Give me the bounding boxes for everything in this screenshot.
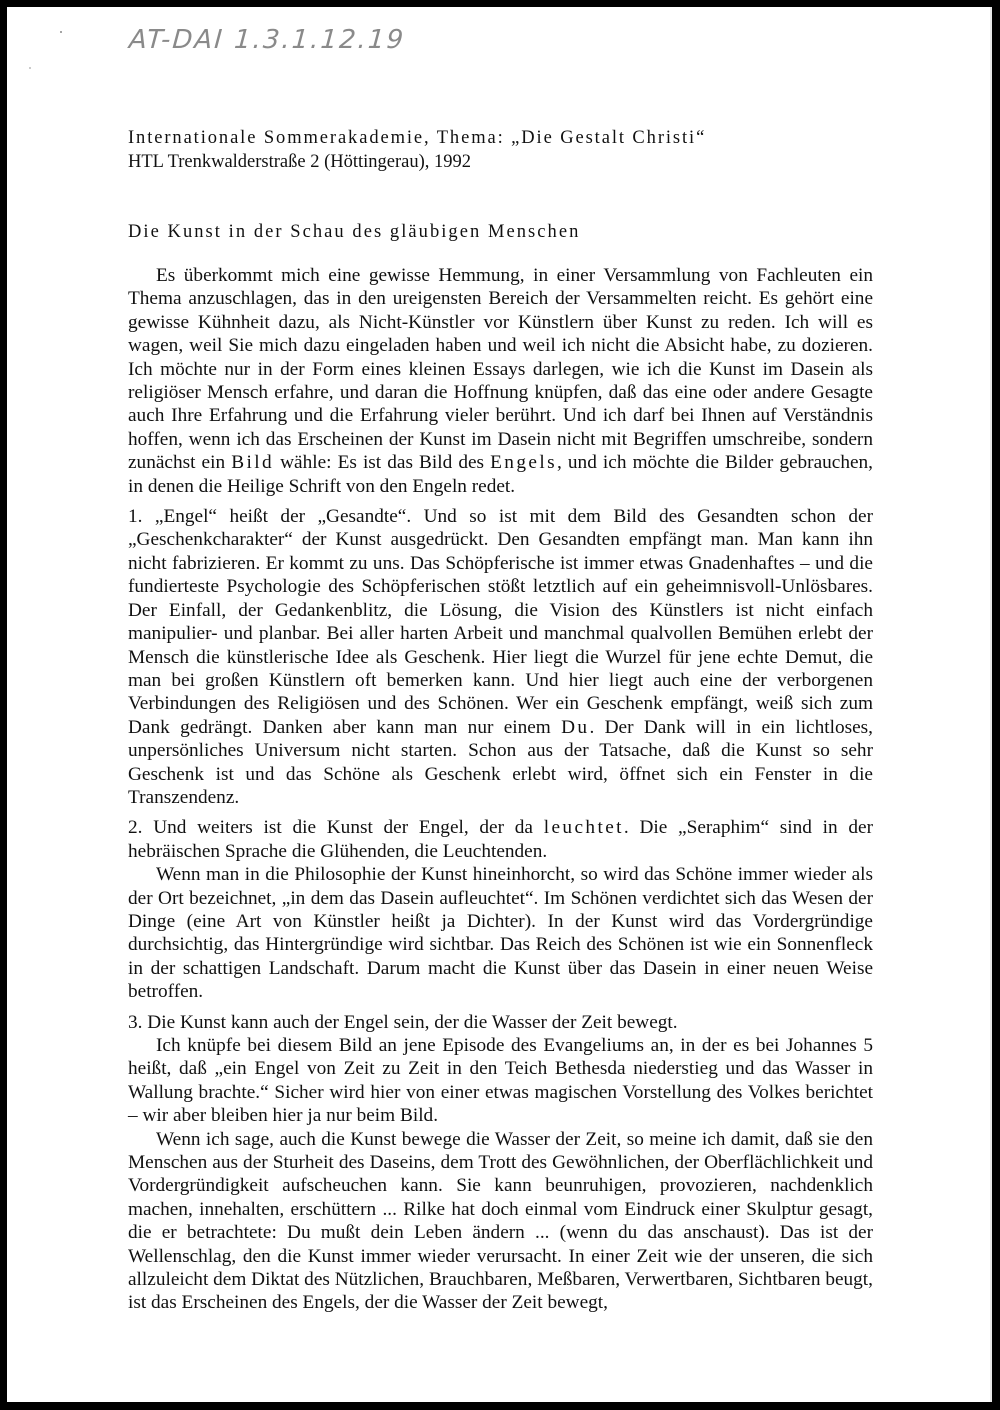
scan-speck bbox=[29, 67, 31, 69]
emphasis-bild: Bild bbox=[231, 452, 275, 474]
document-body bbox=[128, 264, 873, 1315]
scan-speck bbox=[60, 31, 62, 33]
emphasis-du: Du bbox=[561, 716, 590, 738]
page-edge-shadow bbox=[990, 7, 992, 1402]
header-event-line: Internationale Sommerakademie, Thema: „Die Gestalt Christi“ bbox=[128, 128, 707, 148]
document-title: Die Kunst in der Schau des gläubigen Menschen bbox=[128, 222, 581, 242]
header-location-line: HTL Trenkwalderstraße 2 (Höttingerau), 1992 bbox=[128, 152, 472, 172]
emphasis-engels: Engels bbox=[490, 452, 558, 474]
section-3-heading: 3. Die Kunst kann auch der Engel sein, der die Wasser der Zeit bewegt. bbox=[128, 1011, 678, 1033]
intro-paragraph: Es überkommt mich eine gewisse Hemmung, in einer Versammlung von Fachleuten ein Thema anzuschlagen, das in den ureigensten Bereich der Versammelten reicht. Es gehört eine gewisse Kühnheit dazu, als Nicht-Künstler vor Künstlern über Kunst zu reden. Ich will es wagen, weil Sie mich dazu eingeladen haben und weil ich nicht die Absicht habe, zu dozieren. Ich möchte nur in der Form eines kleinen Essays darlegen, wie ich die Kunst im Dasein als religiöser Mensch erfahre, und daran die Hoffnung knüpfen, daß das eine oder andere Gesagte auch Ihre Erfahrung und die Erfahrung vieler berührt. Und ich darf bei Ihnen auf Verständnis hoffen, wenn ich das Erscheinen der Kunst im Dasein nicht mit Begriffen umschreibe, sondern zunächst ein Bild wähle: Es ist das Bild des Engels, und ich möchte die Bilder gebrauchen, in denen die Heilige Schrift von den Engeln redet. bbox=[128, 265, 873, 497]
section-3-paragraph-1: Ich knüpfe bei diesem Bild an jene Episode des Evangeliums an, in der es bei Johannes 5 heißt, daß „ein Engel von Zeit zu Zeit in den Teich Bethesda niederstieg und das Wasser in Wallung brachte.“ Sicher wird hier von einer etwas magischen Vorstellung des Volkes berichtet – wir aber bleiben hier ja nur beim Bild. bbox=[128, 1035, 873, 1127]
section-2-paragraph-2: Wenn man in die Philosophie der Kunst hineinhorcht, so wird das Schöne immer wieder als der Ort bezeichnet, „in dem das Dasein aufleuchtet“. Im Schönen verdichtet sich das Wesen der Dinge (eine Art von Künstler heißt ja Dichter). In der Kunst wird das Vordergründige durchsichtig, das Hintergründige wird sichtbar. Das Reich des Schönen ist wie ein Sonnenfleck in der schattigen Landschaft. Darum macht die Kunst über das Dasein in einer neuen Weise betroffen. bbox=[128, 864, 873, 1003]
emphasis-leuchtet: leuchtet bbox=[543, 817, 624, 839]
section-3-paragraph-2: Wenn ich sage, auch die Kunst bewege die Wasser der Zeit, so meine ich damit, daß sie den Menschen aus der Sturheit des Daseins, dem Trott des Gewöhnlichen, der Oberflächlichkeit und Vordergründigkeit aufscheuchen kann. Sie kann beunruhigen, provozieren, nachdenklich machen, innehalten, erschüttern ... Rilke hat doch einmal vom Eindruck einer Skulptur gesagt, die er betrachtete: Du mußt dein Leben ändern ... (wenn du das anschaust). Das ist der Wellenschlag, den die Kunst immer wieder verursacht. In einer Zeit wie der unseren, die sich allzuleicht dem Diktat des Nützlichen, Brauchbaren, Meßbaren, Verwertbaren, Sichtbaren beugt, ist das Erscheinen des Engels, der die Wasser der Zeit bewegt, bbox=[128, 1128, 873, 1314]
handwritten-archive-signature: AT-DAI 1.3.1.12.19 bbox=[127, 25, 407, 55]
document-page bbox=[7, 7, 992, 1402]
section-2-paragraph: 2. Und weiters ist die Kunst der Engel, der da leuchtet. Die „Seraphim“ sind in der hebräischen Sprache die Glühenden, die Leuchtenden. bbox=[128, 817, 873, 862]
section-1-paragraph: 1. „Engel“ heißt der „Gesandte“. Und so ist mit dem Bild des Gesandten schon der „Geschenkcharakter“ der Kunst ausgedrückt. Den Gesandten empfängt man. Man kann ihn nicht fabrizieren. Er kommt zu uns. Das Schöpferische ist immer etwas Gnadenhaftes – und die fundierteste Psychologie des Schöpferischen stößt letztlich auf ein geheimnisvoll-Unlösbares. Der Einfall, der Gedankenblitz, die Lösung, die Vision des Künstlers ist nicht einfach manipulier- und planbar. Bei aller harten Arbeit und manchmal qualvollen Bemühen erlebt der Mensch die künstlerische Idee als Geschenk. Hier liegt die Wurzel für jene echte Demut, die man bei großen Künstlern oft bemerken kann. Und hier liegt auch eine der verborgenen Verbindungen des Religiösen und des Schönen. Wer ein Geschenk empfängt, weiß sich zum Dank gedrängt. Danken aber kann man nur einem Du. Der Dank will in ein lichtloses, unpersönliches Universum nicht starten. Schon aus der Tatsache, daß die Kunst so sehr Geschenk ist und das Schöne als Geschenk erlebt wird, öffnet sich ein Fenster in die Transzendenz. bbox=[128, 506, 873, 808]
